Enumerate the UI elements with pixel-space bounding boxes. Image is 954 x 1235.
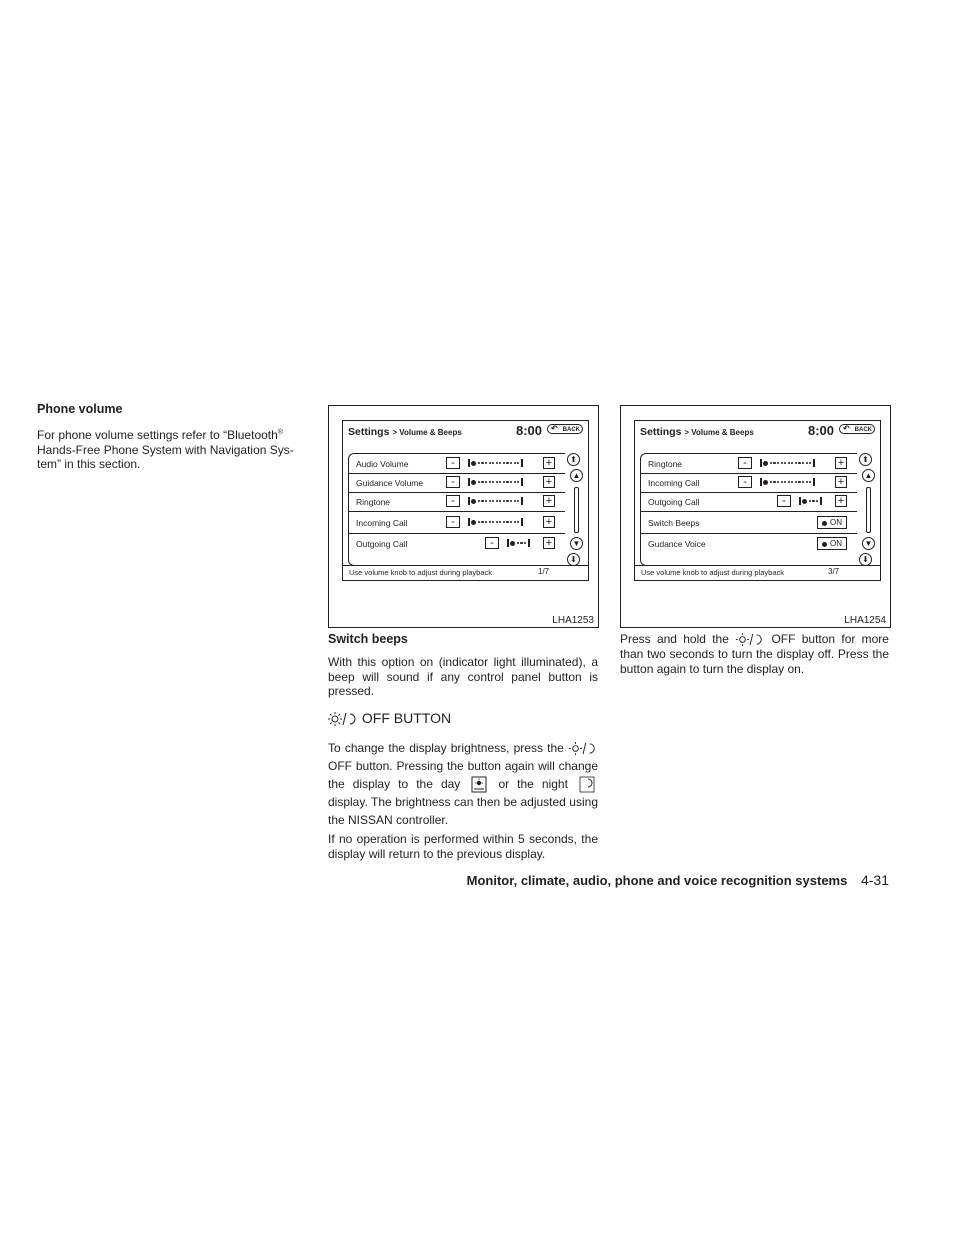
header-subtitle: > Volume & Beeps bbox=[684, 428, 754, 437]
volume-level bbox=[760, 457, 815, 469]
plus-button[interactable]: + bbox=[835, 457, 847, 469]
figure-lha1253 bbox=[328, 405, 599, 628]
back-button[interactable]: ↶ BACK bbox=[547, 424, 583, 434]
header-title: Settings bbox=[640, 426, 682, 438]
plus-button[interactable]: + bbox=[543, 516, 555, 528]
switch-beeps-heading: Switch beeps bbox=[328, 632, 408, 646]
scroll-up-icon[interactable]: ▲ bbox=[570, 469, 583, 482]
row-label: Gudance Voice bbox=[648, 539, 706, 549]
list-item[interactable] bbox=[349, 534, 565, 553]
scrollbar[interactable] bbox=[859, 453, 875, 568]
day-display-icon bbox=[468, 776, 490, 793]
page-number: 4-31 bbox=[860, 872, 889, 888]
minus-button[interactable]: - bbox=[777, 495, 791, 507]
list-item[interactable] bbox=[349, 492, 565, 512]
list-item[interactable] bbox=[641, 534, 857, 553]
clock: 8:00 bbox=[808, 423, 835, 438]
row-label: Outgoing Call bbox=[648, 497, 700, 507]
switch-beeps-toggle[interactable]: ON bbox=[817, 516, 847, 529]
row-label: Switch Beeps bbox=[648, 518, 700, 528]
scroll-down-icon[interactable]: ▼ bbox=[570, 537, 583, 550]
settings-screen-1 bbox=[342, 420, 589, 581]
volume-level bbox=[468, 476, 523, 488]
volume-level bbox=[507, 537, 530, 549]
plus-button[interactable]: + bbox=[835, 476, 847, 488]
press-hold-text-b: OFF button for more than two seconds to turn the display off. Press the button again to turn the display on. bbox=[620, 632, 889, 677]
minus-button[interactable]: - bbox=[446, 457, 460, 469]
phone-volume-paragraph bbox=[37, 426, 307, 472]
volume-level bbox=[468, 457, 523, 469]
minus-button[interactable]: - bbox=[446, 516, 460, 528]
figure-lha1254 bbox=[620, 405, 891, 628]
list-item[interactable] bbox=[349, 454, 565, 474]
off-text-b: OFF button. Pressing the button again will change the display to the day bbox=[328, 759, 598, 791]
screen-header bbox=[640, 426, 754, 438]
list-item[interactable] bbox=[641, 473, 857, 493]
off-text-c: or the night bbox=[498, 777, 568, 791]
row-label: Ringtone bbox=[648, 459, 683, 469]
header-title: Settings bbox=[348, 426, 390, 438]
minus-button[interactable]: - bbox=[485, 537, 499, 549]
plus-button[interactable]: + bbox=[543, 476, 555, 488]
row-label: Incoming Call bbox=[356, 518, 408, 528]
screen-header bbox=[348, 426, 462, 438]
off-text-a: To change the display brightness, press the bbox=[328, 741, 564, 755]
day-night-icon bbox=[735, 632, 765, 647]
row-label: Audio Volume bbox=[356, 459, 409, 469]
minus-button[interactable]: - bbox=[446, 495, 460, 507]
plus-button[interactable]: + bbox=[835, 495, 847, 507]
volume-list bbox=[348, 453, 565, 566]
scroll-top-icon[interactable]: ⬆ bbox=[567, 453, 580, 466]
phone-volume-text-b: Hands-Free Phone System with Navigation Sys-tem” in this section. bbox=[37, 442, 294, 472]
header-subtitle: > Volume & Beeps bbox=[392, 428, 462, 437]
minus-button[interactable]: - bbox=[446, 476, 460, 488]
volume-level bbox=[799, 495, 822, 507]
figure-code: LHA1254 bbox=[844, 615, 886, 626]
phone-volume-heading: Phone volume bbox=[37, 402, 123, 416]
plus-button[interactable]: + bbox=[543, 537, 555, 549]
row-label: Incoming Call bbox=[648, 478, 700, 488]
scroll-track[interactable] bbox=[574, 487, 579, 533]
scroll-top-icon[interactable]: ⬆ bbox=[859, 453, 872, 466]
off-button-heading-text: OFF BUTTON bbox=[361, 710, 452, 726]
list-item[interactable] bbox=[641, 492, 857, 512]
guidance-voice-toggle[interactable]: ON bbox=[817, 537, 847, 550]
settings-screen-2 bbox=[634, 420, 881, 581]
minus-button[interactable]: - bbox=[738, 476, 752, 488]
day-night-icon bbox=[328, 711, 358, 727]
volume-level bbox=[468, 516, 523, 528]
phone-volume-text-a: For phone volume settings refer to “Bluetooth bbox=[37, 428, 278, 442]
scroll-bottom-icon[interactable]: ⬇ bbox=[859, 553, 872, 566]
off-button-heading bbox=[328, 710, 451, 727]
volume-level bbox=[468, 495, 523, 507]
day-night-icon bbox=[568, 741, 598, 756]
page-indicator: 1/7 bbox=[538, 567, 550, 576]
row-label: Guidance Volume bbox=[356, 478, 424, 488]
off-button-paragraph bbox=[328, 739, 598, 829]
timeout-paragraph: If no operation is performed within 5 seconds, the display will return to the previous display. bbox=[328, 832, 598, 861]
figure-code: LHA1253 bbox=[552, 615, 594, 626]
press-hold-paragraph bbox=[620, 632, 889, 677]
footer-section-title: Monitor, climate, audio, phone and voice recognition systems bbox=[466, 873, 848, 888]
plus-button[interactable]: + bbox=[543, 495, 555, 507]
row-label: Outgoing Call bbox=[356, 539, 408, 549]
list-item[interactable] bbox=[349, 473, 565, 493]
minus-button[interactable]: - bbox=[738, 457, 752, 469]
scroll-bottom-icon[interactable]: ⬇ bbox=[567, 553, 580, 566]
screen-footnote: Use volume knob to adjust during playback bbox=[635, 565, 880, 580]
list-item[interactable] bbox=[641, 513, 857, 534]
volume-level bbox=[760, 476, 815, 488]
list-item[interactable] bbox=[349, 513, 565, 534]
clock: 8:00 bbox=[516, 423, 543, 438]
scrollbar[interactable] bbox=[567, 453, 583, 568]
switch-beeps-paragraph: With this option on (indicator light illuminated), a beep will sound if any control panel button is pressed. bbox=[328, 655, 598, 699]
scroll-down-icon[interactable]: ▼ bbox=[862, 537, 875, 550]
row-label: Ringtone bbox=[356, 497, 391, 507]
screen-footnote: Use volume knob to adjust during playback bbox=[343, 565, 588, 580]
off-text-d: display. The brightness can then be adjusted using the NISSAN controller. bbox=[328, 795, 598, 828]
plus-button[interactable]: + bbox=[543, 457, 555, 469]
registered-mark: ® bbox=[277, 429, 283, 436]
scroll-up-icon[interactable]: ▲ bbox=[862, 469, 875, 482]
back-button[interactable]: ↶ BACK bbox=[839, 424, 875, 434]
list-item[interactable] bbox=[641, 454, 857, 474]
scroll-track[interactable] bbox=[866, 487, 871, 533]
press-hold-text-a: Press and hold the bbox=[620, 632, 729, 646]
volume-list bbox=[640, 453, 857, 566]
page-indicator: 3/7 bbox=[828, 567, 840, 576]
night-display-icon bbox=[576, 776, 598, 793]
page-footer bbox=[467, 872, 889, 888]
